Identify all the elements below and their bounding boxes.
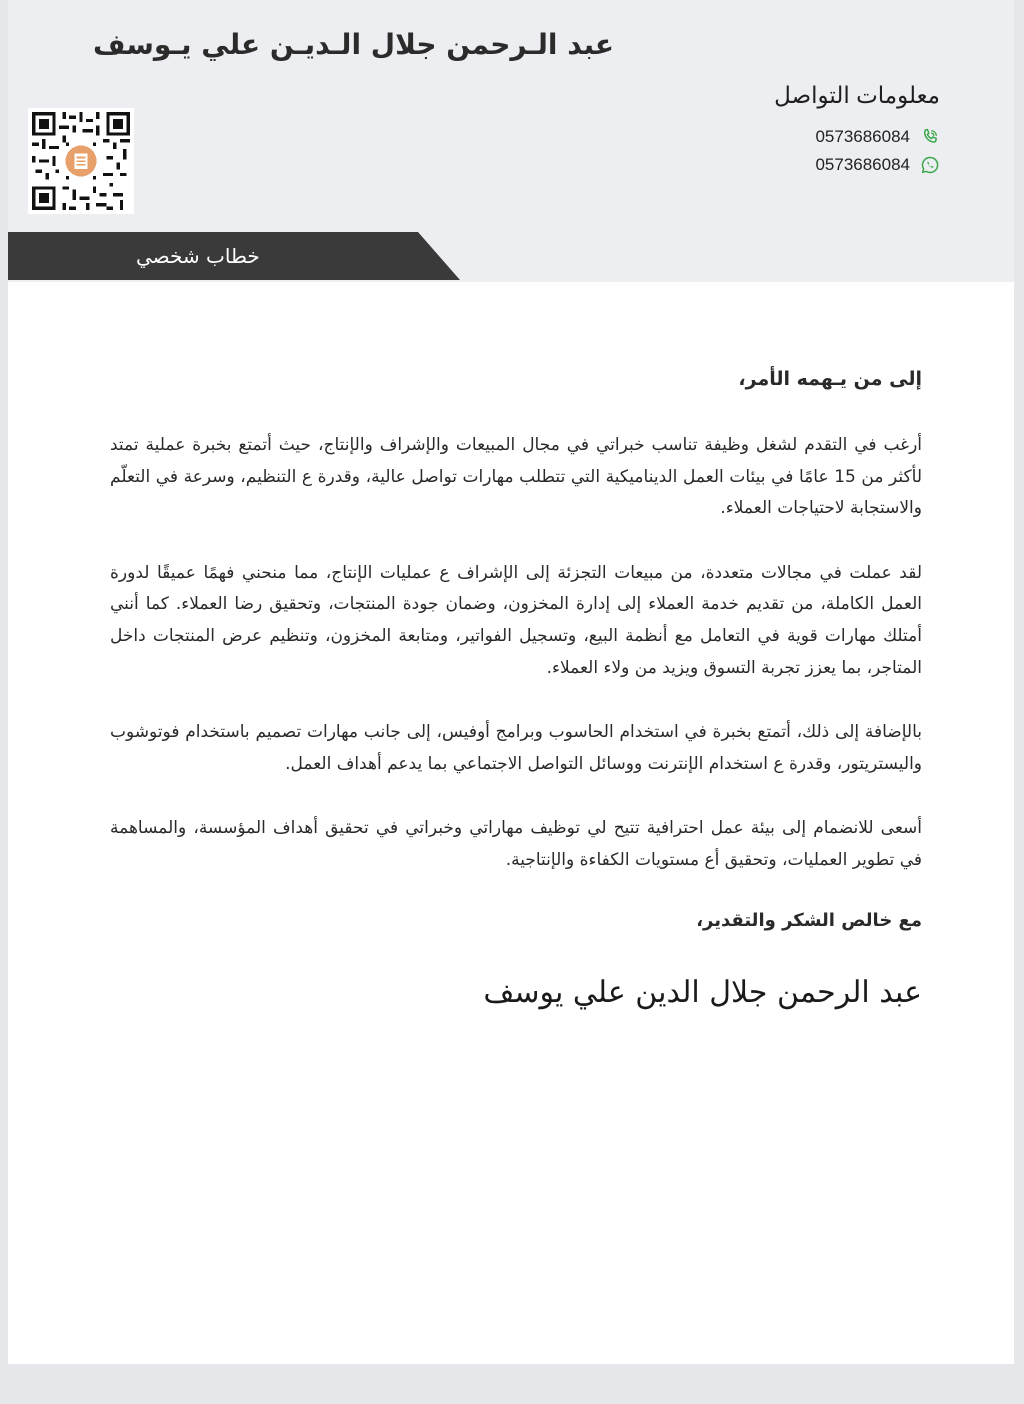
contact-info bbox=[680, 82, 940, 179]
letter-body bbox=[110, 368, 922, 1010]
paragraph-1: أرغب في التقدم لشغل وظيفة تناسب خبراتي في مجال المبيعات والإشراف والإنتاج، حيث أتمتع بخبرة عملية تمتد لأكثر من 15 عامًا في بيئات العمل الديناميكية التي تتطلب مهارات تواصل عالية، وقدرة ع التنظيم، وسرعة في التعلّم والاستجابة لاحتياجات العملاء. bbox=[110, 435, 922, 519]
closing: مع خالص الشكر والتقدير، bbox=[696, 909, 922, 931]
paragraph-4: أسعى للانضمام إلى بيئة عمل احترافية تتيح لي توظيف مهاراتي وخبراتي في تحقيق أهداف المؤسسة، والمساهمة في تطوير العمليات، وتحقيق أع مستويات الكفاءة والإنتاجية. bbox=[110, 818, 922, 870]
qr-code[interactable] bbox=[28, 108, 134, 214]
page-frame-right bbox=[1014, 0, 1024, 1404]
applicant-name-title: عبد الـرحمن جلال الـديـن علي يـوسف bbox=[93, 28, 614, 61]
page-frame-left bbox=[0, 0, 8, 1404]
whatsapp-value: 0573686084 bbox=[815, 155, 910, 174]
phone-value: 0573686084 bbox=[815, 127, 910, 146]
signature: عبد الرحمن جلال الدين علي يوسف bbox=[483, 974, 922, 1010]
footer-band bbox=[8, 1364, 1014, 1404]
whatsapp-row[interactable] bbox=[680, 151, 940, 179]
section-tab bbox=[8, 232, 460, 280]
salutation: إلى من يـهمه الأمر، bbox=[738, 368, 922, 390]
qr-code-graphic bbox=[32, 112, 130, 210]
contact-heading: معلومات التواصل bbox=[774, 82, 940, 108]
paragraph-3: بالإضافة إلى ذلك، أتمتع بخبرة في استخدام الحاسوب وبرامج أوفيس، إلى جانب مهارات تصميم باستخدام فوتوشوب واليستريتور، وقدرة ع استخدام الإنترنت ووسائل التواصل الاجتماعي بما يدعم أهداف العمل. bbox=[110, 722, 922, 774]
whatsapp-icon bbox=[920, 155, 940, 175]
phone-icon bbox=[920, 127, 940, 147]
paragraph-2: لقد عملت في مجالات متعددة، من مبيعات التجزئة إلى الإشراف ع عمليات الإنتاج، مما منحني فهمًا عميقًا لدورة العمل الكاملة، من تقديم خدمة العملاء إلى إدارة المخزون، وضمان جودة المنتجات، وتحقيق رضا العملاء. كما أنني أمتلك مهارات قوية في التعامل مع أنظمة البيع، وتسجيل الفواتير، ومتابعة المخزون، وتنظيم عرض المنتجات داخل المتاجر، بما يعزز تجربة التسوق ويزيد من ولاء العملاء. bbox=[110, 562, 922, 678]
section-tab-label: خطاب شخصي bbox=[136, 244, 260, 268]
phone-row[interactable] bbox=[680, 123, 940, 151]
